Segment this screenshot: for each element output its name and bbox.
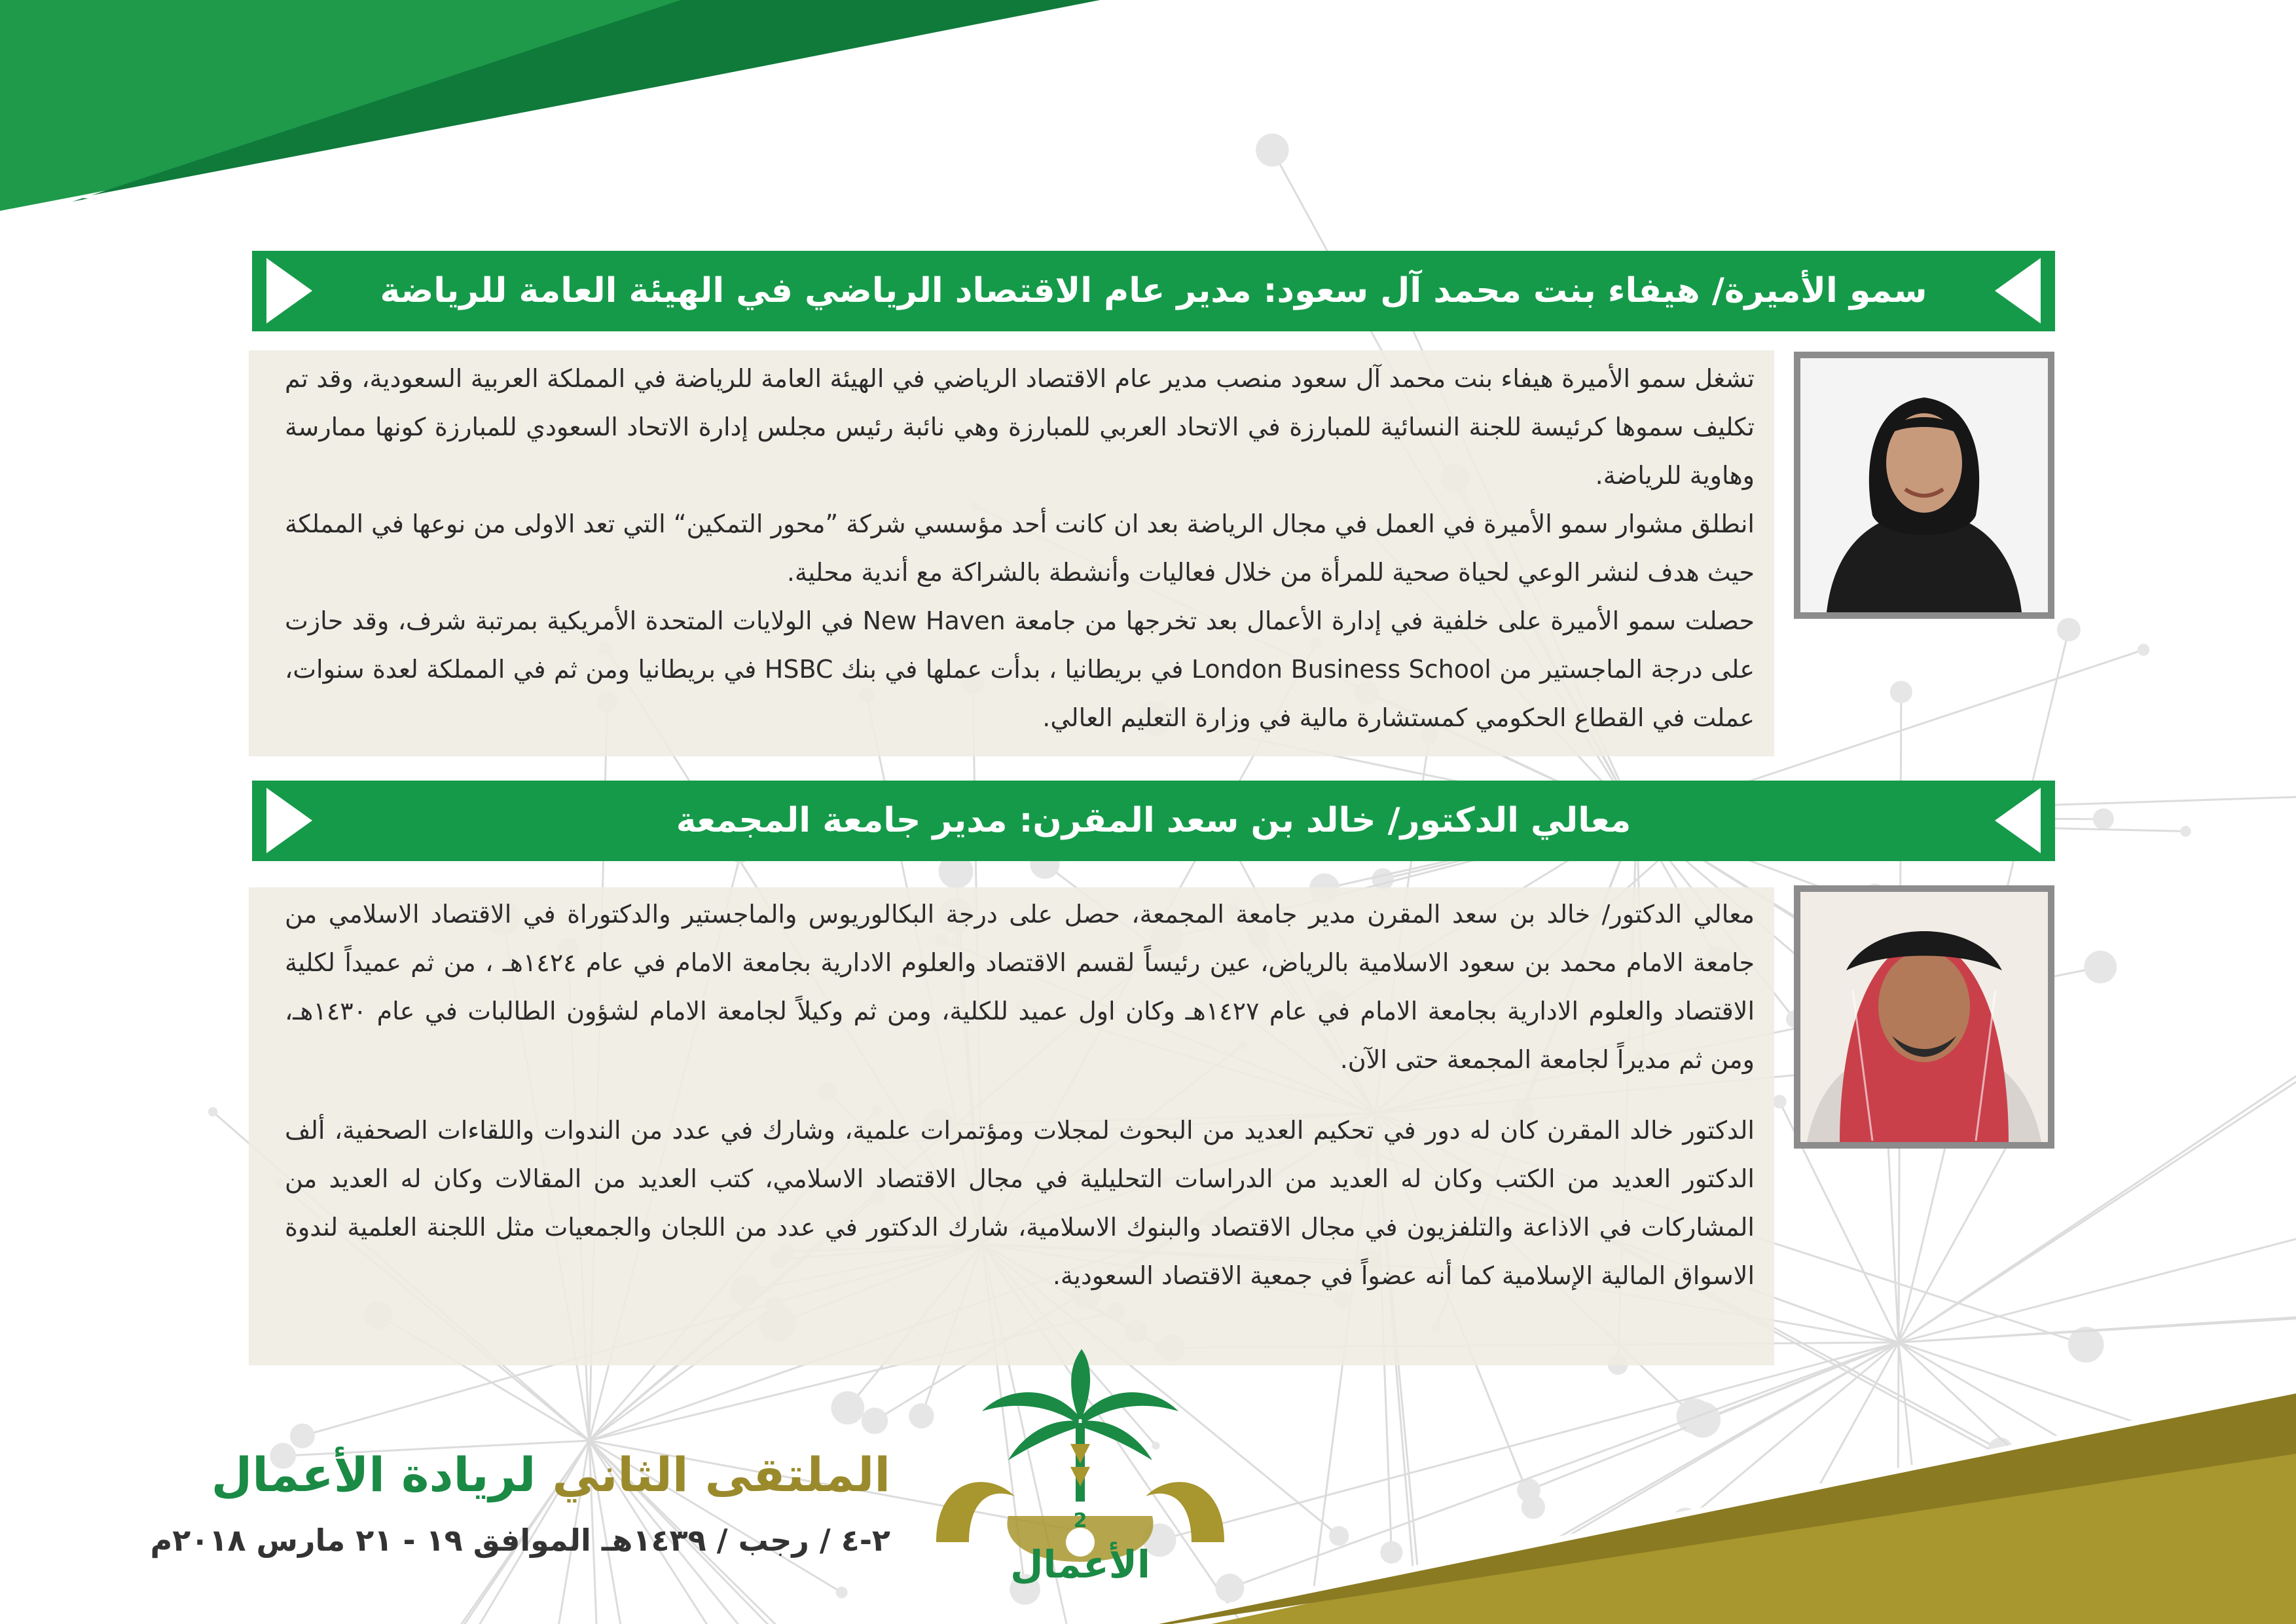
network-node xyxy=(2084,951,2117,984)
network-node xyxy=(2180,826,2191,836)
section1-title-banner xyxy=(252,251,2055,331)
network-node xyxy=(2138,644,2149,655)
network-node xyxy=(290,1424,315,1449)
section2-paragraph: معالي الدكتور/ خالد بن سعد المقرن مدير جامعة المجمعة، حصل على درجة البكالوريوس والماجستير والدكتوراة في الاقتصاد الاسلامي من جامعة الامام محمد بن سعود الاسلامية بالرياض، عين رئيساً لقسم الاقتصاد والعلوم الادارية بجامعة الامام في عام ١٤٢٤هـ ، من ثم عميداً لكلية الاقتصاد والعلوم الادارية بجامعة الامام في عام ١٤٢٧هـ وكان اول عميد للكلية، ومن ثم وكيلاً لجامعة الامام لشؤون الطالبات في عام ١٤٣٠هـ، ومن ثم مديراً لجامعة المجمعة حتى الآن. xyxy=(285,900,1755,1074)
network-node xyxy=(2093,809,2114,830)
network-node xyxy=(1256,134,1288,166)
logo-number: 2 xyxy=(1073,1509,1087,1532)
network-node xyxy=(2057,618,2081,642)
section1-paragraph: حصلت سمو الأميرة على خلفية في إدارة الأعمال بعد تخرجها من جامعة New Haven في الولايات المتحدة الأمريكية بمرتبة شرف، وقد حازت على درجة الماجستير من London Business School في بريطانيا ، بدأت عملها في بنك HSBC في بريطانيا ومن ثم في المملكة لعدة سنوات، عملت في القطاع الحكومي كمستشارة مالية في وزارة التعليم العالي. xyxy=(285,606,1755,732)
section1-paragraph: تشغل سمو الأميرة هيفاء بنت محمد آل سعود منصب مدير عام الاقتصاد الرياضي في الهيئة العامة للرياضة في المملكة العربية السعودية، وقد تم تكليف سموها كرئيسة للجنة النسائية للمبارزة في الاتحاد العربي للمبارزة وهي نائبة رئيس مجلس إدارة الاتحاد السعودي للمبارزة كونها ممارسة وهاوية للرياضة. xyxy=(285,364,1755,490)
arrow-left-decoration xyxy=(266,258,312,323)
event-logo xyxy=(910,1346,1250,1608)
event-title xyxy=(211,1447,890,1502)
section2-photo xyxy=(1794,885,2054,1149)
network-node xyxy=(1890,681,1912,703)
section1-photo xyxy=(1794,352,2054,619)
section2-title-banner xyxy=(252,781,2055,861)
event-title-part1: الملتقى الثاني xyxy=(552,1447,890,1502)
bottom-right-stripes-decoration xyxy=(1113,1375,2296,1624)
section1-title: سمو الأميرة/ هيفاء بنت محمد آل سعود: مدير عام الاقتصاد الرياضي في الهيئة العامة للرياضة xyxy=(380,271,1927,310)
section2-title: معالي الدكتور/ خالد بن سعد المقرن: مدير جامعة المجمعة xyxy=(676,801,1631,840)
arrow-right-decoration xyxy=(1995,788,2041,853)
section1-text-panel xyxy=(249,350,1774,756)
logo-subword: الأعمال xyxy=(1010,1542,1150,1587)
section2-paragraph: الدكتور خالد المقرن كان له دور في تحكيم العديد من البحوث لمجلات ومؤتمرات علمية، وشارك في عدد من الندوات واللقاءات الصحفية، ألف الدكتور العديد من الكتب وكان له العديد من الدراسات التحليلية في مجال الاقتصاد الاسلامي، كتب العديد من المقالات وكان له العديد من المشاركات في الاذاعة والتلفزيون في مجال الاقتصاد والبنوك الاسلامية، شارك الدكتور في عدد من اللجان والجمعيات مثل اللجنة العلمية لندوة الاسواق المالية الإسلامية كما أنه عضواً في جمعية الاقتصاد السعودية. xyxy=(285,1116,1755,1290)
section1-paragraph: انطلق مشوار سمو الأميرة في العمل في مجال الرياضة بعد ان كانت أحد مؤسسي شركة ”محور التمكين“ التي تعد الاولى من نوعها في المملكة حيث هدف لنشر الوعي لحياة صحية للمرأة من خلال فعاليات وأنشطة بالشراكة مع أندية محلية. xyxy=(285,509,1755,587)
section2-body xyxy=(285,890,1755,1300)
top-left-stripes-decoration xyxy=(0,0,1113,216)
network-node xyxy=(208,1107,217,1116)
event-title-part2: لريادة الأعمال xyxy=(211,1447,536,1502)
section2-text-panel xyxy=(249,887,1774,1365)
arrow-left-decoration xyxy=(266,788,312,853)
section1-body xyxy=(285,354,1755,742)
network-node xyxy=(836,1587,848,1598)
arrow-right-decoration xyxy=(1995,258,2041,323)
man-in-shemagh-portrait-icon xyxy=(1800,892,2048,1142)
network-node xyxy=(862,1408,888,1434)
network-node xyxy=(831,1391,864,1424)
network-node xyxy=(1773,1095,1787,1109)
event-date: ٢-٤ / رجب / ١٤٣٩هـ الموافق ١٩ - ٢١ مارس ٢٠١٨م xyxy=(150,1522,890,1558)
network-line xyxy=(1899,1221,2296,1342)
woman-portrait-icon xyxy=(1800,358,2048,612)
